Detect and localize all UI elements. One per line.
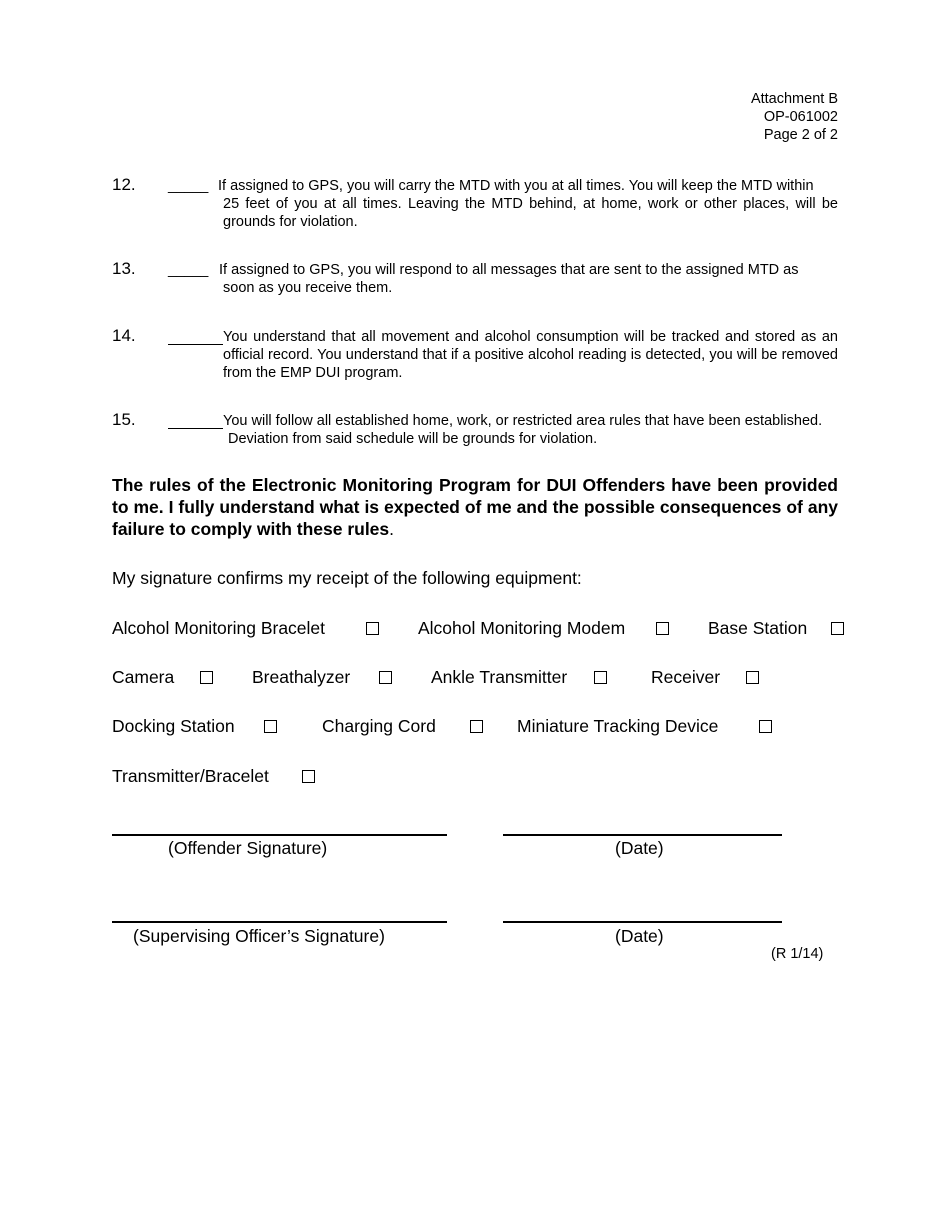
item-text-line: If assigned to GPS, you will carry the MTD with you at all times. You will keep the MTD within [218, 178, 814, 194]
item-text: Deviation from said schedule will be grounds for violation. [228, 431, 598, 447]
initial-blank-line[interactable] [168, 344, 223, 345]
initial-blank-line[interactable] [168, 428, 223, 429]
item-text: You understand that all movement and alcohol consumption will be tracked and stored as an official record. You understand that if a positive alcohol reading is detected, you will be removed from the EMP DUI program. [223, 329, 838, 381]
date-label: (Date) [615, 838, 664, 858]
revision-code: (R 1/14) [771, 946, 824, 962]
item-text: soon as you receive them. [223, 280, 393, 296]
checkbox-transmitter-bracelet[interactable] [302, 770, 315, 789]
officer-signature-line[interactable] [112, 921, 447, 923]
date-line[interactable] [503, 921, 782, 923]
checkbox-alcohol-monitoring-bracelet[interactable] [366, 622, 379, 641]
equipment-label: Base Station [708, 618, 808, 638]
document-header [751, 90, 838, 144]
checkbox-alcohol-monitoring-modem[interactable] [656, 622, 669, 641]
initial-blank[interactable]: _____ [168, 262, 209, 278]
item-number: 14. [112, 326, 136, 345]
page-number: Page 2 of 2 [763, 127, 838, 143]
checkbox-docking-station[interactable] [264, 720, 277, 739]
checkbox-miniature-tracking-device[interactable] [759, 720, 772, 739]
equipment-label: Alcohol Monitoring Bracelet [112, 618, 326, 638]
checkbox-ankle-transmitter[interactable] [594, 671, 607, 690]
equipment-label: Transmitter/Bracelet [112, 766, 269, 786]
officer-signature-label: (Supervising Officer’s Signature) [133, 926, 385, 946]
checkbox-charging-cord[interactable] [470, 720, 483, 739]
equipment-label: Miniature Tracking Device [517, 716, 719, 736]
checkbox-breathalyzer[interactable] [379, 671, 392, 690]
item-text-line: If assigned to GPS, you will respond to all messages that are sent to the assigned MTD as [219, 262, 799, 278]
equipment-label: Breathalyzer [252, 667, 351, 687]
checkbox-base-station[interactable] [831, 622, 844, 641]
equipment-label: Ankle Transmitter [431, 667, 568, 687]
checkbox-receiver[interactable] [746, 671, 759, 690]
offender-signature-line[interactable] [112, 834, 447, 836]
initial-blank[interactable]: _____ [168, 178, 209, 194]
checkbox-camera[interactable] [200, 671, 213, 690]
item-number: 13. [112, 259, 136, 278]
offender-signature-label: (Offender Signature) [168, 838, 328, 858]
equipment-confirmation-text: My signature confirms my receipt of the following equipment: [112, 568, 582, 588]
item-number: 15. [112, 410, 136, 429]
attachment-label: Attachment B [750, 91, 838, 107]
rules-period: . [389, 519, 395, 539]
item-text: 25 feet of you at all times. Leaving the MTD behind, at home, work or other places, will be grounds for violation. [223, 196, 838, 230]
date-line[interactable] [503, 834, 782, 836]
date-label: (Date) [615, 926, 664, 946]
rules-statement-text: The rules of the Electronic Monitoring Program for DUI Offenders have been provided to me. I fully understand what is expected of me and the possible consequences of any failure to comply with these rules [112, 475, 838, 539]
equipment-label: Alcohol Monitoring Modem [418, 618, 626, 638]
item-text-line: You will follow all established home, work, or restricted area rules that have been established. [223, 413, 823, 429]
equipment-label: Charging Cord [322, 716, 436, 736]
rules-statement [112, 474, 838, 540]
equipment-label: Receiver [651, 667, 721, 687]
equipment-label: Docking Station [112, 716, 235, 736]
op-number: OP-061002 [763, 109, 838, 125]
item-number: 12. [112, 175, 136, 194]
equipment-label: Camera [112, 667, 175, 687]
